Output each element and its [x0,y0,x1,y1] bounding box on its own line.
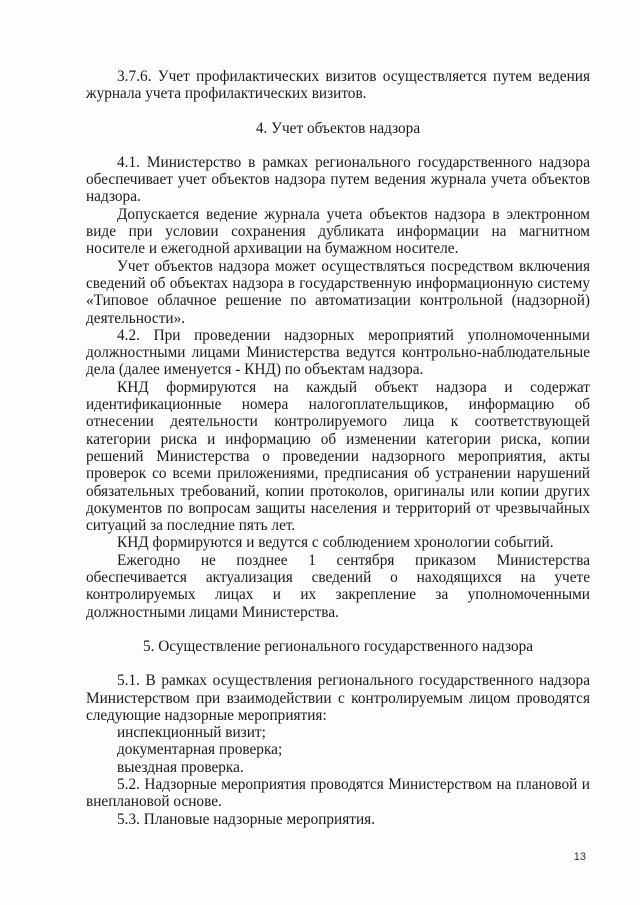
paragraph-4-2-chronology: КНД формируются и ведутся с соблюдением хронологии событий. [117,534,554,552]
paragraph-4-2: 4.2. При проведении надзорных мероприятий уполномоченными должностными лицами Министерства ведутся контрольно-наблюдательные дела (далее именуется - КНД) по объектам надзора. [86,326,590,379]
paragraph-4-2-annual-update: Ежегодно не позднее 1 сентября приказом Министерства обеспечивается актуализация сведений о находящихся на учете контролируемых лицах и их закрепление за уполномоченными должностными лицами Министерства. [86,551,590,621]
paragraph-4-2-knd-contents: КНД формируются на каждый объект надзора и содержат идентификационные номера налогоплательщиков, информацию об отнесении деятельности контролируемого лица к соответствующей категории риска и информацию об изменении категории риска, копии решений Министерства о проведении надзорного мероприятия, акты проверок со всеми приложениями, предписания об устранении нарушений обязательных требований, копии протоколов, оригиналы или копии других документов по вопросам защиты населения и территорий от чрезвычайных ситуаций за последние пять лет. [86,378,590,535]
paragraph-4-1-gis: Учет объектов надзора может осуществляться посредством включения сведений об объектах надзора в государственную информационную систему «Типовое облачное решение по автоматизации контрольной (надзорной) деятельности». [86,257,590,327]
paragraph-5-3: 5.3. Плановые надзорные мероприятия. [117,810,376,828]
section-5-heading: 5. Осуществление регионального государственного надзора [142,637,534,655]
list-item-documentary-check: документарная проверка; [117,741,283,759]
paragraph-5-1: 5.1. В рамках осуществления регионального государственного надзора Министерством при взаимодействии с контролируемым лицом проводятся следующие надзорные мероприятия: [86,672,590,724]
paragraph-5-2: 5.2. Надзорные мероприятия проводятся Министерством на плановой и внеплановой основе. [86,775,590,811]
page-number: 13 [573,851,586,863]
list-item-field-check: выездная проверка. [117,758,244,776]
section-4-heading: 4. Учет объектов надзора [255,119,421,137]
document-body [86,68,590,828]
list-item-inspection-visit: инспекционный визит; [117,724,266,742]
paragraph-4-1: 4.1. Министерство в рамках регионального государственного надзора обеспечивает учет объектов надзора путем ведения журнала учета объектов надзора. [86,153,590,206]
paragraph-3-7-6: 3.7.6. Учет профилактических визитов осуществляется путем ведения журнала учета профилактических визитов. [86,68,590,103]
paragraph-4-1-electronic: Допускается ведение журнала учета объектов надзора в электронном виде при условии сохранения дубликата информации на магнитном носителе и ежегодной архивации на бумажном носителе. [86,205,590,258]
